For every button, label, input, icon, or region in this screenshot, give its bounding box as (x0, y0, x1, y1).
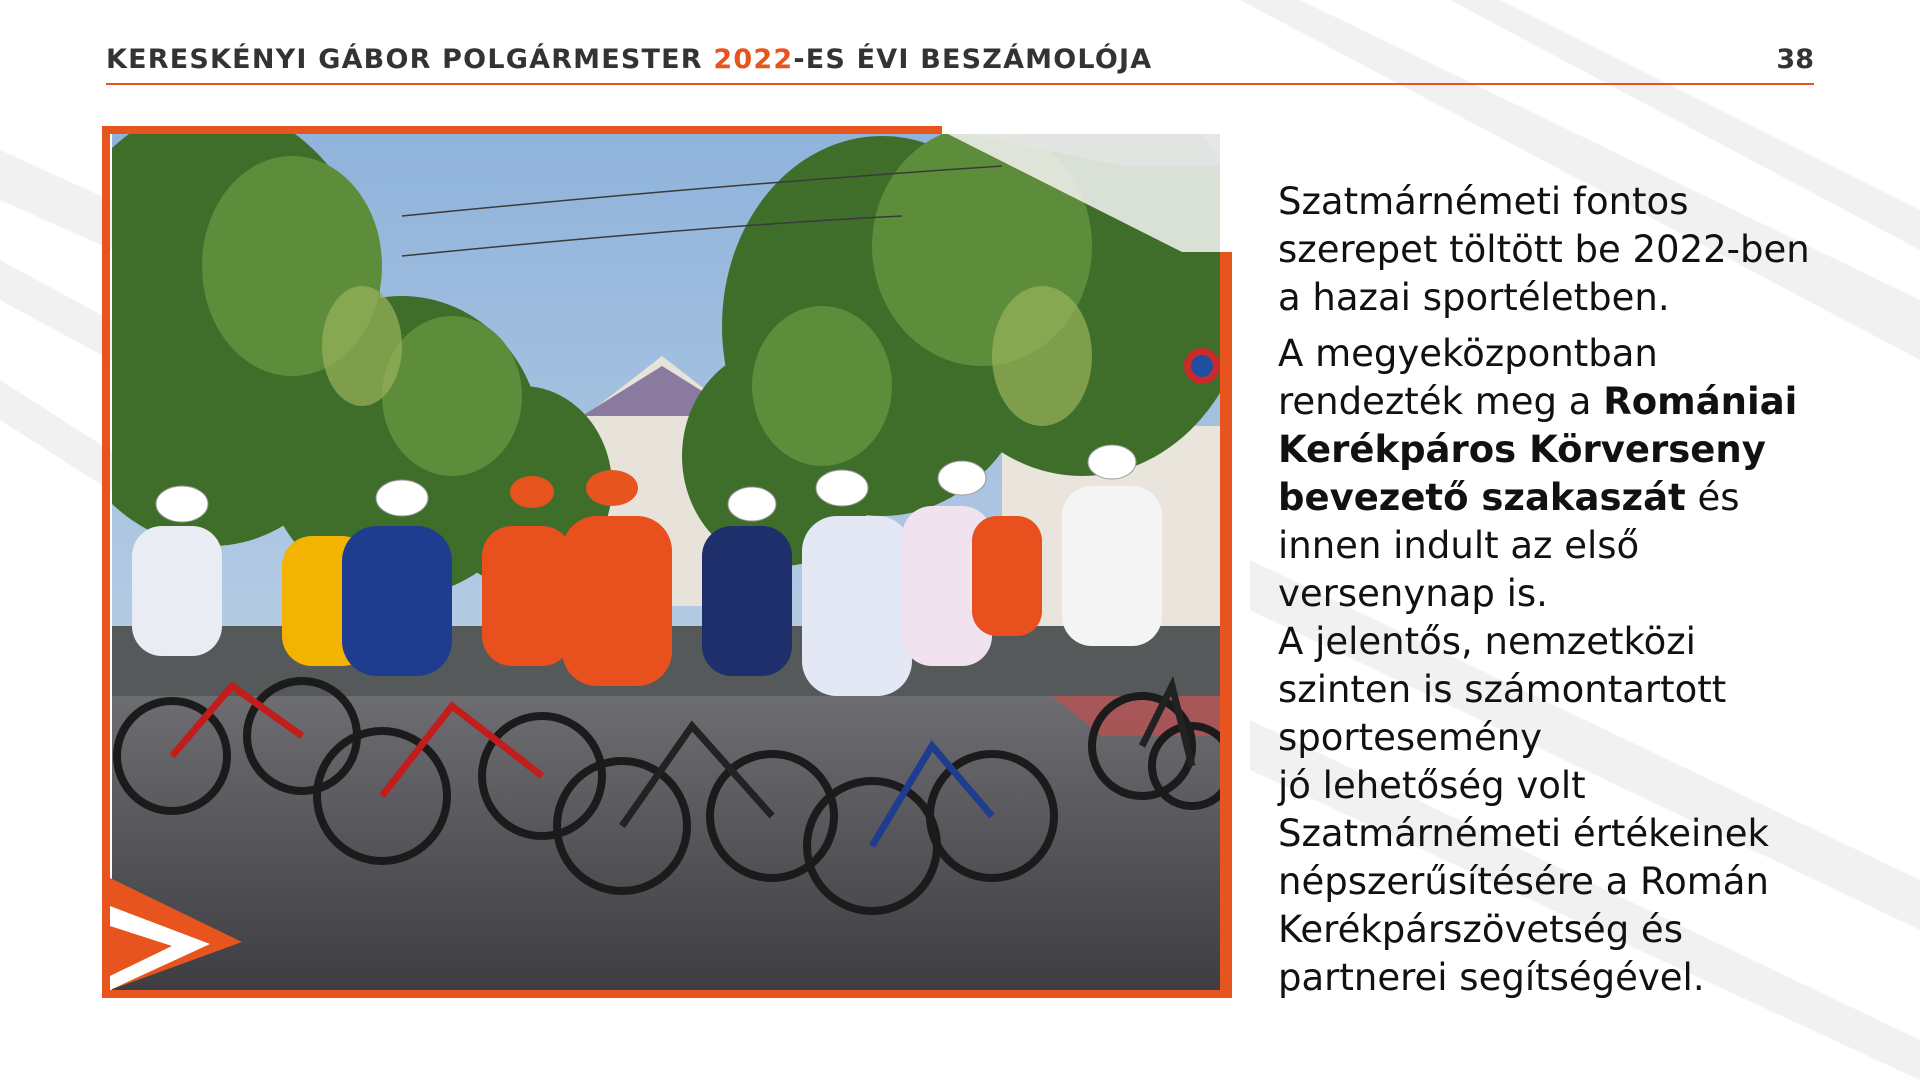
paragraph-2-highlight: Romániai Kerékpáros Körverseny bevezető szakaszát (1278, 380, 1798, 519)
header-title-prefix: KERESKÉNYI GÁBOR POLGÁRMESTER (106, 44, 714, 75)
cycling-peloton-photo (102, 126, 1232, 998)
header-title-year: 2022 (713, 44, 794, 75)
header-title-suffix: -ES ÉVI BESZÁMOLÓJA (793, 44, 1153, 75)
page-number: 38 (1776, 44, 1814, 75)
body-text (1278, 178, 1838, 1002)
photo-frame (102, 126, 1232, 998)
header-divider (106, 83, 1814, 85)
paragraph-2-tail: és innen indult az első versenynap is. (1278, 476, 1740, 615)
page-header-title (106, 44, 1152, 75)
paragraph-4: jó lehetőség volt Szatmárnémeti értékeinek népszerűsítésére a Román Kerékpárszövetség és partnerei segítségével. (1278, 764, 1769, 999)
paragraph-1: Szatmárnémeti fontos szerepet töltött be 2022-ben a hazai sportéletben. (1278, 180, 1810, 319)
paragraph-2-lead: A megyeközpontban rendezték meg a (1278, 332, 1658, 423)
paragraph-2 (1278, 330, 1838, 618)
paragraph-3: A jelentős, nemzetközi szinten is számontartott sportesemény (1278, 620, 1727, 759)
